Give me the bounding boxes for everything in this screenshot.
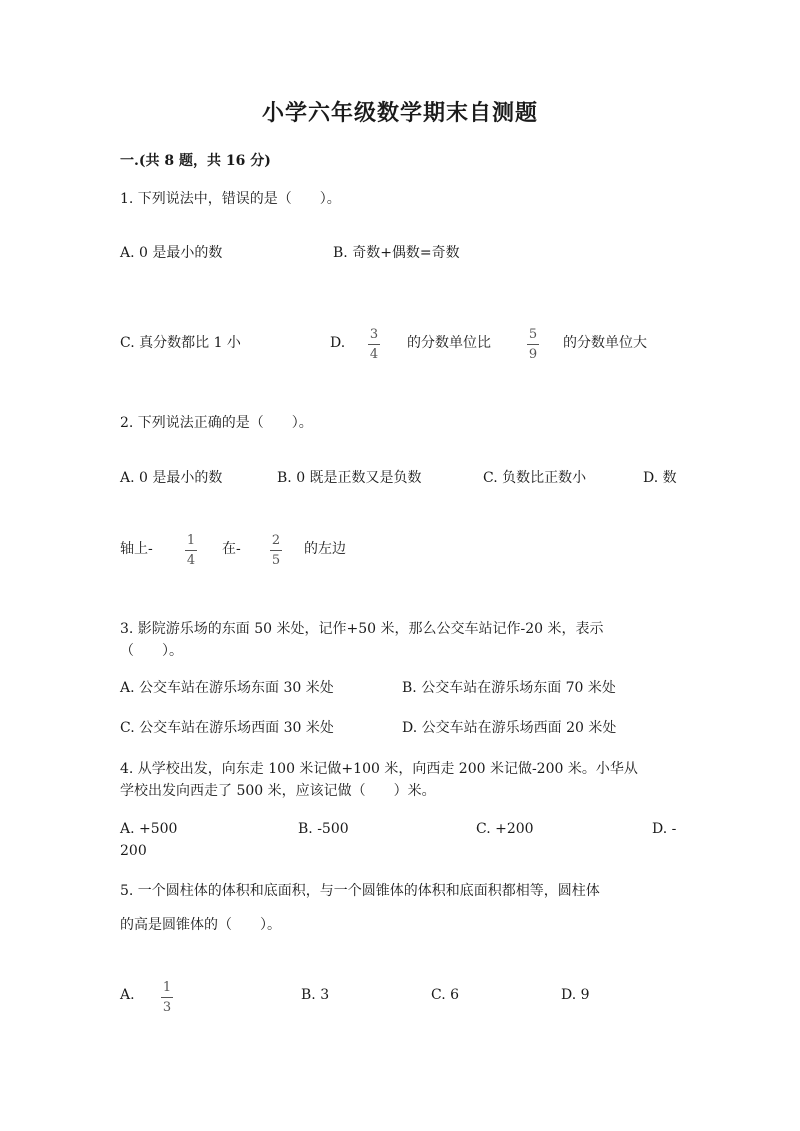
q4-option-d-line2: 200 — [120, 843, 147, 859]
fraction-bar — [270, 550, 282, 551]
q1-option-c: C. 真分数都比 1 小 — [120, 335, 241, 351]
q2-option-d-line2-c: 的左边 — [304, 541, 346, 557]
page-title: 小学六年级数学期末自测题 — [261, 100, 538, 126]
q5-fraction-1-3 — [161, 980, 173, 1015]
q3-option-a: A. 公交车站在游乐场东面 30 米处 — [120, 680, 334, 696]
q3-stem-line1: 3. 影院游乐场的东面 50 米处，记作+50 米，那么公交车站记作-20 米，表示 — [120, 621, 604, 637]
fraction-numerator: 5 — [528, 327, 538, 342]
fraction-bar — [161, 997, 173, 998]
q5-stem-line2: 的高是圆锥体的（ ）。 — [120, 917, 281, 933]
q1-fraction-3-4 — [368, 327, 380, 362]
q1-option-b: B. 奇数+偶数=奇数 — [333, 245, 460, 261]
q2-stem: 2. 下列说法正确的是（ ）。 — [120, 415, 313, 431]
q1-option-a: A. 0 是最小的数 — [120, 245, 223, 261]
q5-stem-line1: 5. 一个圆柱体的体积和底面积，与一个圆锥体的体积和底面积都相等，圆柱体 — [120, 883, 600, 899]
q4-stem-line1: 4. 从学校出发，向东走 100 米记做+100 米，向西走 200 米记做-200 米。小华从 — [120, 761, 638, 777]
q5-option-d: D. 9 — [561, 987, 590, 1003]
fraction-denominator: 4 — [369, 347, 379, 362]
fraction-denominator: 3 — [162, 1000, 172, 1015]
fraction-numerator: 1 — [162, 980, 172, 995]
q2-fraction-2-5 — [270, 533, 282, 568]
q2-fraction-1-4 — [185, 533, 197, 568]
q4-option-a: A. +500 — [120, 821, 178, 837]
q2-option-d-prefix: D. 数 — [643, 470, 677, 486]
q1-fraction-5-9 — [527, 327, 539, 362]
q3-option-b: B. 公交车站在游乐场东面 70 米处 — [402, 680, 616, 696]
q4-option-b: B. -500 — [298, 821, 349, 837]
q2-option-a: A. 0 是最小的数 — [120, 470, 223, 486]
q2-option-d-line2-a: 轴上- — [120, 541, 153, 557]
q1-option-d-prefix: D. — [330, 335, 346, 351]
q3-stem-line2: （ ）。 — [120, 643, 183, 659]
q3-option-d: D. 公交车站在游乐场西面 20 米处 — [402, 720, 617, 736]
fraction-numerator: 3 — [369, 327, 379, 342]
fraction-denominator: 9 — [528, 347, 538, 362]
q2-option-d-line2-b: 在- — [222, 541, 241, 557]
q5-option-c: C. 6 — [431, 987, 460, 1003]
q2-option-c: C. 负数比正数小 — [483, 470, 587, 486]
q4-option-d-line1: D. - — [652, 821, 677, 837]
q1-option-d-middle: 的分数单位比 — [407, 335, 491, 351]
q2-option-b: B. 0 既是正数又是负数 — [277, 470, 422, 486]
q5-option-b: B. 3 — [301, 987, 330, 1003]
q3-option-c: C. 公交车站在游乐场西面 30 米处 — [120, 720, 334, 736]
q4-stem-line2: 学校出发向西走了 500 米，应该记做（ ）米。 — [120, 783, 436, 799]
section-heading: 一.(共 8 题，共 16 分) — [120, 153, 271, 169]
fraction-bar — [185, 550, 197, 551]
q1-stem: 1. 下列说法中，错误的是（ ）。 — [120, 191, 341, 207]
fraction-bar — [527, 344, 539, 345]
fraction-denominator: 5 — [271, 553, 281, 568]
q1-option-d-suffix: 的分数单位大 — [563, 335, 647, 351]
fraction-numerator: 1 — [186, 533, 196, 548]
q5-option-a-prefix: A. — [120, 987, 135, 1003]
fraction-numerator: 2 — [271, 533, 281, 548]
q4-option-c: C. +200 — [476, 821, 534, 837]
fraction-denominator: 4 — [186, 553, 196, 568]
fraction-bar — [368, 344, 380, 345]
